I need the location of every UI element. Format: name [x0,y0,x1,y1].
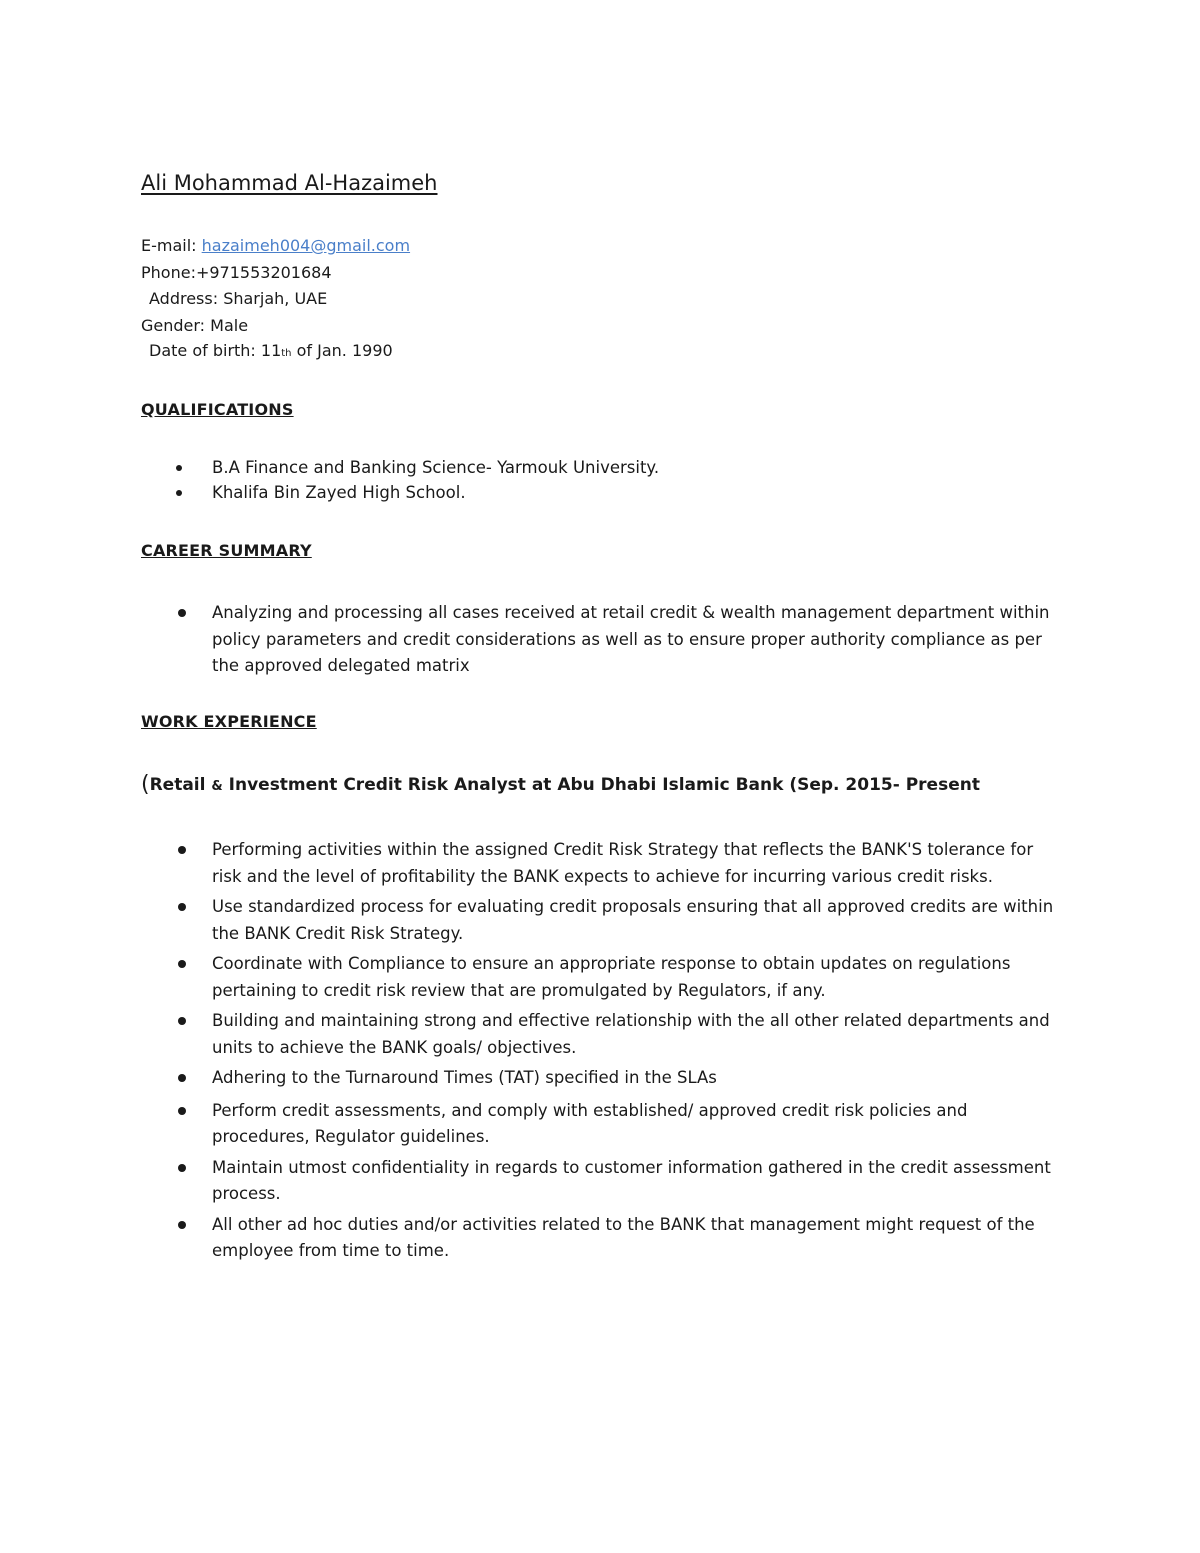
list-item: Perform credit assessments, and comply with established/ approved credit risk policies and procedures, Regulator guidelines. [0,1098,1064,1151]
email-link[interactable]: hazaimeh004@gmail.com [201,236,411,255]
phone-line: Phone:+971553201684 [141,263,332,282]
bullet-icon [178,1017,186,1025]
list-item: B.A Finance and Banking Science- Yarmouk University. [0,455,1064,480]
list-item: Use standardized process for evaluating credit proposals ensuring that all approved credits are within the BANK Credit Risk Strategy. [0,894,1064,947]
bullet-icon [178,1164,186,1172]
bullet-icon [178,1221,186,1229]
bullet-icon [178,960,186,968]
email-line [141,236,410,256]
gender-line: Gender: Male [141,316,249,335]
list-item: Performing activities within the assigned Credit Risk Strategy that reflects the BANK'S tolerance for risk and the level of profitability the BANK expects to achieve for incurring various credit risks. [0,837,1064,890]
address-line: Address: Sharjah, UAE [149,289,328,308]
bullet-icon [176,490,182,496]
work-experience-heading: WORK EXPERIENCE [141,712,317,731]
list-item: Coordinate with Compliance to ensure an appropriate response to obtain updates on regulations pertaining to credit risk review that are promulgated by Regulators, if any. [0,951,1064,1004]
email-label: E-mail: [141,236,197,255]
qualifications-list [0,455,1064,505]
bullet-icon [178,903,186,911]
qualifications-heading: QUALIFICATIONS [141,400,294,419]
candidate-name: Ali Mohammad Al-Hazaimeh [141,171,438,195]
bullet-icon [178,1074,186,1082]
dob-prefix: Date of birth: 11 [149,341,282,360]
work-duties-list [0,837,1064,1265]
list-item: All other ad hoc duties and/or activities related to the BANK that management might request of the employee from time to time. [0,1212,1064,1265]
bullet-icon [178,846,186,854]
list-item: Analyzing and processing all cases received at retail credit & wealth management department within policy parameters and credit considerations as well as to ensure proper authority compliance as per the approved delegated matrix [0,600,1064,680]
career-summary-heading: CAREER SUMMARY [141,541,312,560]
bullet-icon [176,465,182,471]
bullet-icon [178,1107,186,1115]
dob-suffix: of Jan. 1990 [291,341,393,360]
list-item: Adhering to the Turnaround Times (TAT) specified in the SLAs [0,1065,1064,1092]
list-item: Khalifa Bin Zayed High School. [0,480,1064,505]
list-item: Maintain utmost confidentiality in regards to customer information gathered in the credit assessment process. [0,1155,1064,1208]
dob-line [149,341,393,364]
job-title: (Retail & Investment Credit Risk Analyst at Abu Dhabi Islamic Bank (Sep. 2015- Present [141,772,980,797]
career-summary-list [0,600,1064,680]
dob-ordinal: th [281,348,292,359]
list-item: Building and maintaining strong and effective relationship with the all other related departments and units to achieve the BANK goals/ objectives. [0,1008,1064,1061]
bullet-icon [178,609,186,617]
